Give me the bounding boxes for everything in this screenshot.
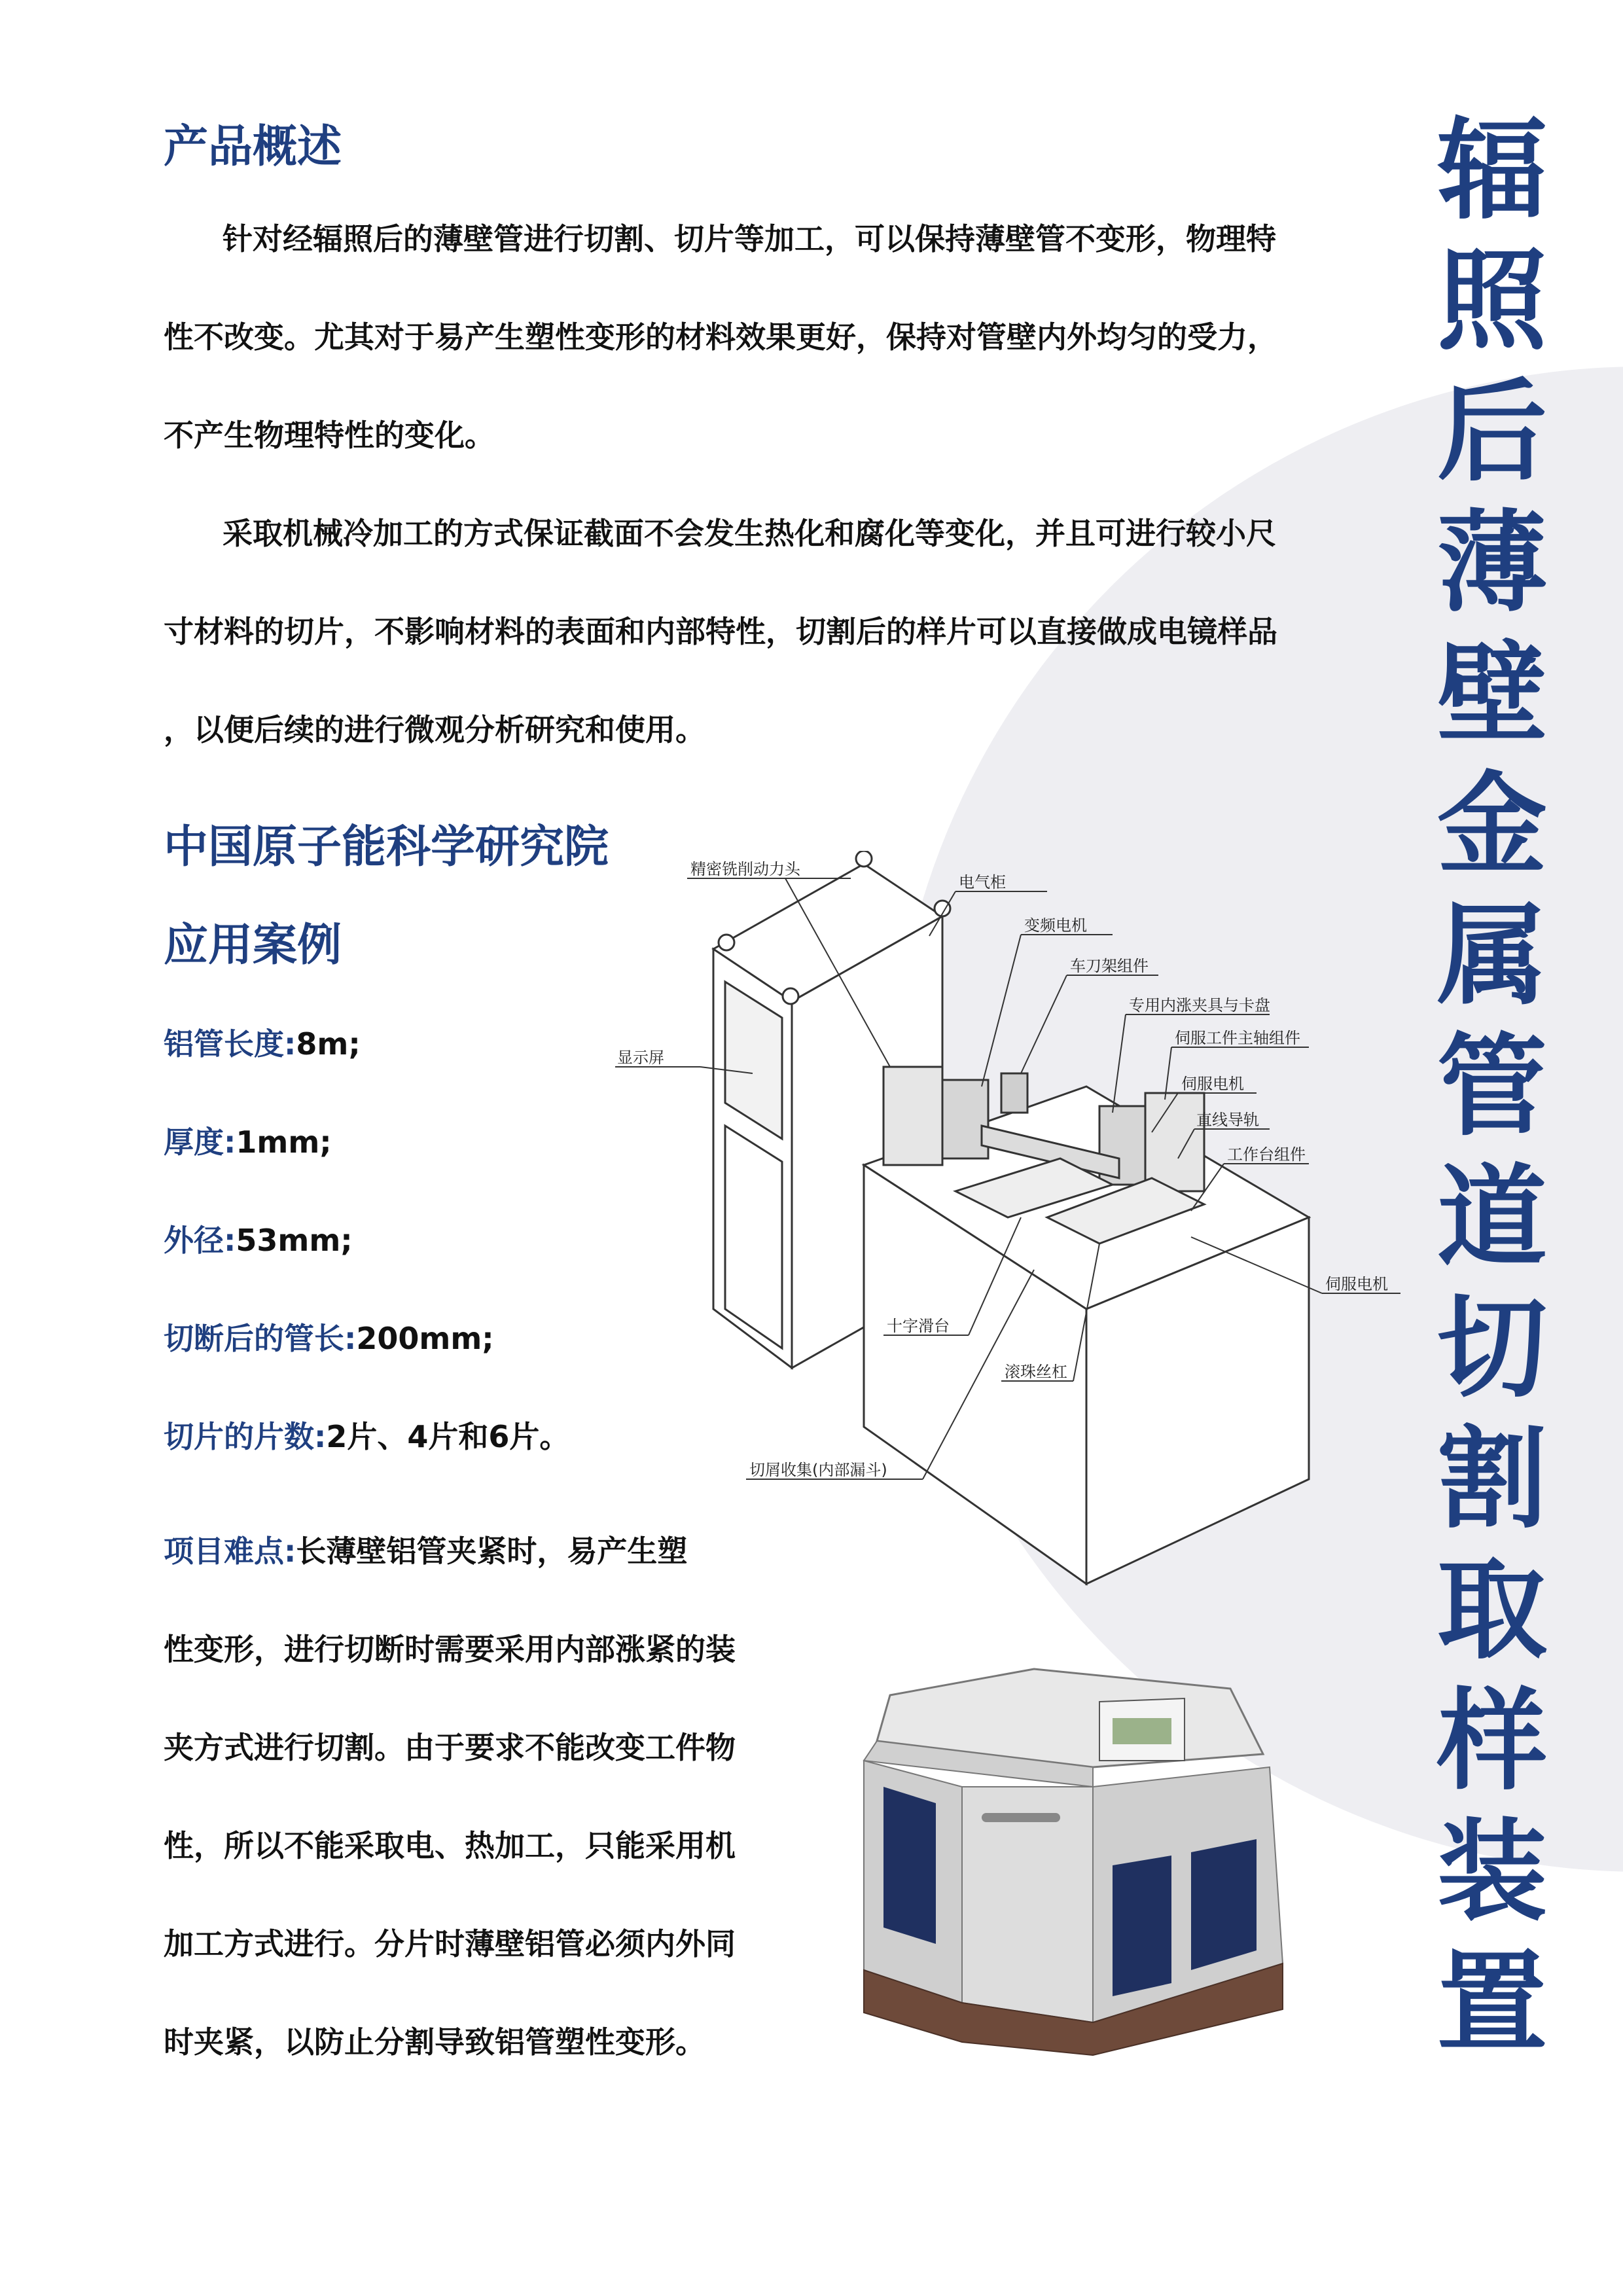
title-char: 道 <box>1437 1153 1547 1282</box>
vertical-title <box>1414 105 1571 2068</box>
title-char: 照 <box>1437 237 1547 365</box>
text-line: 不产生物理特性的变化。 <box>164 418 495 453</box>
label-display: 显示屏 <box>617 1049 664 1067</box>
overview-heading: 产品概述 <box>164 121 342 173</box>
spec-slice-count: 切片的片数:2片、4片和6片。 <box>164 1419 570 1454</box>
title-char: 切 <box>1437 1284 1547 1412</box>
label-servo-spindle: 伺服工件主轴组件 <box>1175 1029 1300 1047</box>
text-line: 针对经辐照后的薄壁管进行切割、切片等加工，可以保持薄壁管不变形，物理特 <box>223 221 1276 257</box>
machine-diagram <box>615 851 1440 1597</box>
text-line: 性，所以不能采取电、热加工，只能采用机 <box>164 1828 736 1863</box>
title-char: 管 <box>1437 1022 1547 1151</box>
project-difficulty <box>164 1502 818 2091</box>
title-char: 割 <box>1437 1415 1547 1543</box>
machine-render <box>851 1656 1296 2062</box>
text-line: 夹方式进行切割。由于要求不能改变工件物 <box>164 1730 736 1765</box>
title-char: 薄 <box>1437 499 1547 627</box>
overview-paragraph-2 <box>164 484 1381 779</box>
text-line: 加工方式进行。分片时薄壁铝管必须内外同 <box>164 1926 736 1962</box>
title-char: 装 <box>1437 1808 1547 1936</box>
label-inverter-motor: 变频电机 <box>1024 916 1087 935</box>
label-precision-milling-head: 精密铣削动力头 <box>690 860 800 878</box>
overview-paragraph-1 <box>164 190 1381 484</box>
label-chip-collection: 切屑收集(内部漏斗) <box>749 1461 887 1479</box>
title-char: 辐 <box>1437 106 1547 234</box>
spec-thickness: 厚度:1mm; <box>164 1124 332 1160</box>
label-ball-screw: 滚珠丝杠 <box>1005 1363 1067 1381</box>
label-tool-post: 车刀架组件 <box>1070 957 1149 975</box>
title-char: 壁 <box>1437 630 1547 758</box>
title-char: 属 <box>1437 891 1547 1020</box>
text-line: 时夹紧，以防止分割导致铝管塑性变形。 <box>164 2024 705 2060</box>
title-char: 样 <box>1437 1677 1547 1805</box>
text-line: 性变形，进行切断时需要采用内部涨紧的装 <box>164 1632 736 1667</box>
text-line: 采取机械冷加工的方式保证截面不会发生热化和腐化等变化，并且可进行较小尺 <box>223 516 1276 551</box>
spec-tube-length: 铝管长度:8m; <box>164 1026 361 1062</box>
label-servo-motor-1: 伺服电机 <box>1181 1075 1244 1093</box>
text-line: 项目难点:长薄壁铝管夹紧时，易产生塑 <box>164 1534 688 1569</box>
title-char: 取 <box>1437 1546 1547 1674</box>
title-char: 置 <box>1437 1939 1547 2067</box>
label-fixture-chuck: 专用内涨夹具与卡盘 <box>1129 996 1270 1014</box>
case-heading-line1: 中国原子能科学研究院 <box>164 821 609 873</box>
text-line: 寸材料的切片，不影响材料的表面和内部特性，切割后的样片可以直接做成电镜样品 <box>164 614 1277 649</box>
spec-cut-length: 切断后的管长:200mm; <box>164 1321 494 1356</box>
label-table-assembly: 工作台组件 <box>1227 1145 1306 1164</box>
label-electric-cabinet: 电气柜 <box>959 873 1006 891</box>
title-char: 后 <box>1437 368 1547 496</box>
label-linear-guide: 直线导轨 <box>1196 1111 1259 1129</box>
case-heading-line2: 应用案例 <box>164 920 342 971</box>
cabinet-door <box>725 1126 782 1348</box>
label-servo-motor-2: 伺服电机 <box>1325 1275 1388 1293</box>
text-line: ，以便后续的进行微观分析研究和使用。 <box>164 712 705 747</box>
text-line: 性不改变。尤其对于易产生塑性变形的材料效果更好，保持对管壁内外均匀的受力， <box>164 319 1277 355</box>
label-cross-slide: 十字滑台 <box>887 1317 950 1335</box>
title-char: 金 <box>1437 761 1547 889</box>
spec-outer-diameter: 外径:53mm; <box>164 1223 353 1258</box>
